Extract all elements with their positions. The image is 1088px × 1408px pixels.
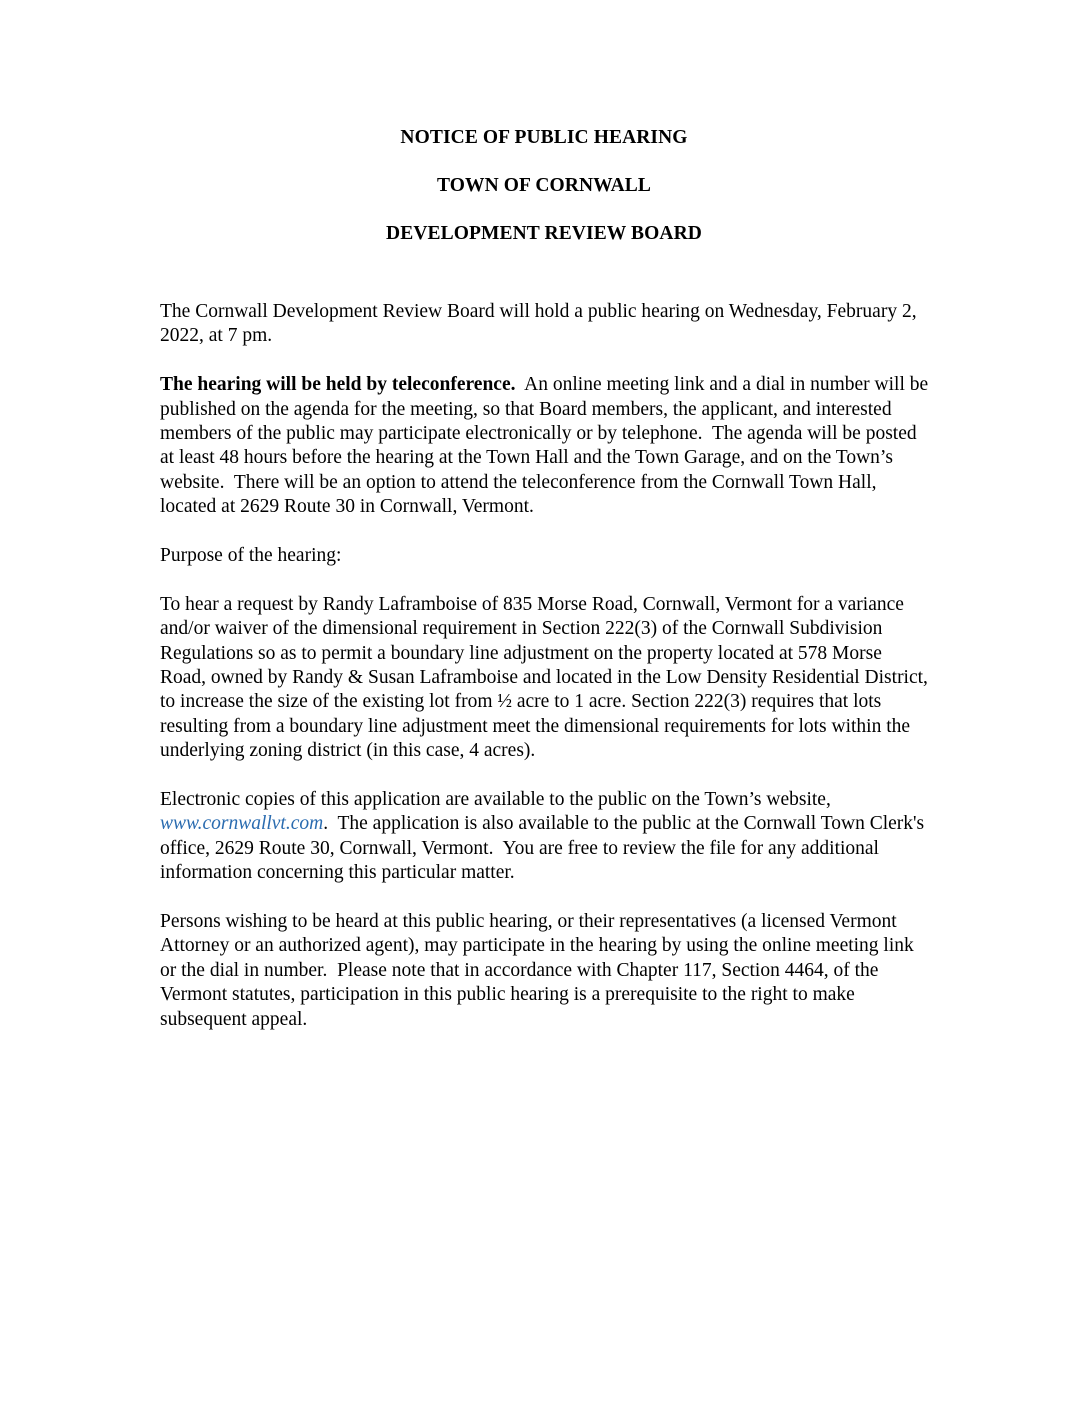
town-name: TOWN OF CORNWALL bbox=[437, 175, 651, 196]
notice-body bbox=[160, 300, 934, 1057]
board-name: DEVELOPMENT REVIEW BOARD bbox=[386, 223, 702, 244]
copies-intro: Electronic copies of this application are available to the public on the Town’s website, bbox=[160, 789, 831, 811]
notice-title: NOTICE OF PUBLIC HEARING bbox=[400, 127, 688, 148]
hearing-date-paragraph: The Cornwall Development Review Board will hold a public hearing on Wednesday, February 2, 2022, at 7 pm. bbox=[160, 301, 917, 347]
teleconference-lead: The hearing will be held by teleconference. bbox=[160, 374, 516, 396]
participation-paragraph: Persons wishing to be heard at this public hearing, or their representatives (a licensed Vermont Attorney or an authorized agent), may participate in the hearing by using the online meeting link or the dial in number. Please note that in accordance with Chapter 117, Section 4464, of the Vermont statutes, participation in this public hearing is a prerequisite to the right to make subsequent appeal. bbox=[160, 911, 919, 1030]
purpose-label: Purpose of the hearing: bbox=[160, 545, 342, 567]
copies-details: . The application is also available to the public at the Cornwall Town Clerk's office, 2629 Route 30, Cornwall, Vermont. You are free to review the file for any additional information concerning this particular matter. bbox=[160, 813, 930, 884]
copies-paragraph bbox=[160, 788, 930, 886]
request-paragraph: To hear a request by Randy Laframboise of 835 Morse Road, Cornwall, Vermont for a variance and/or waiver of the dimensional requirement in Section 222(3) of the Cornwall Subdivision Regulations so as to permit a boundary line adjustment on the property located at 578 Morse Road, owned by Randy & Susan Laframboise and located in the Low Density Residential District, to increase the size of the existing lot from ½ acre to 1 acre. Section 222(3) requires that lots resulting from a boundary line adjustment meet the dimensional requirements for lots within the underlying zoning district (in this case, 4 acres). bbox=[160, 593, 928, 762]
teleconference-details: An online meeting link and a dial in number will be published on the agenda for the meeting, so that Board members, the applicant, and interested members of the public may participate electronically or by telephone. The agenda will be posted at least 48 hours before the hearing at the Town Hall and the Town Garage, and on the Town’s website. There will be an option to attend the teleconference from the Cornwall Town Hall, located at 2629 Route 30 in Cornwall, Vermont. bbox=[160, 374, 934, 518]
teleconference-paragraph bbox=[160, 373, 934, 519]
heading-block bbox=[0, 126, 1088, 270]
website-link[interactable]: www.cornwallvt.com bbox=[160, 813, 324, 835]
